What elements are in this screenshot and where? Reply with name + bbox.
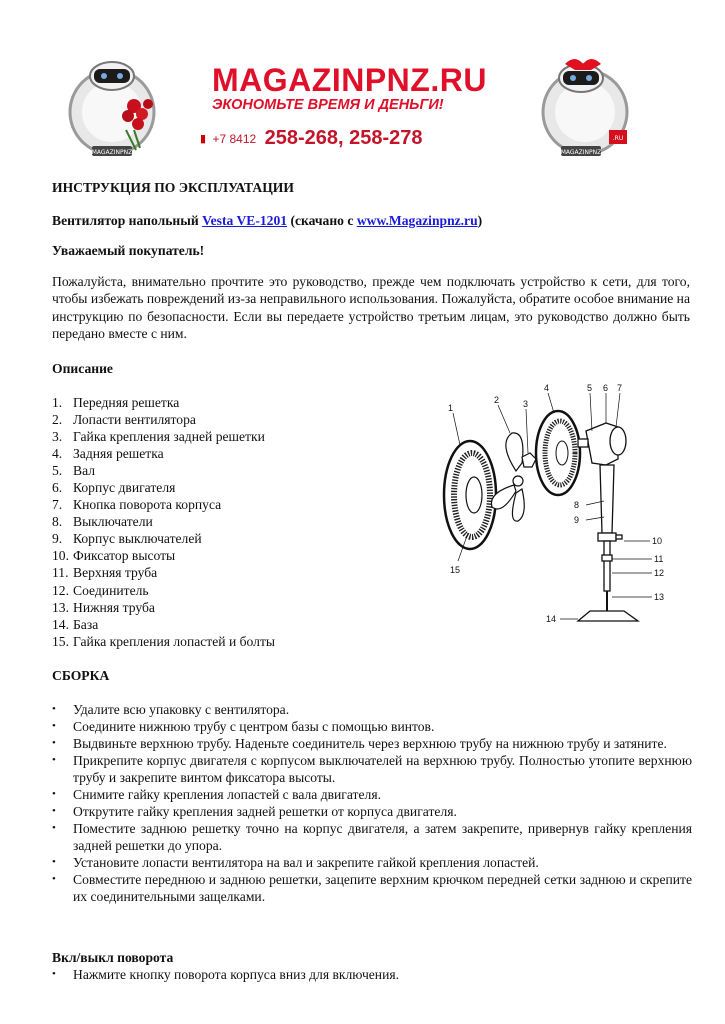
robot-badge-left-text: MAGAZINPNZ [91, 149, 133, 156]
bullet-icon: • [52, 788, 56, 800]
part-number: 12. [52, 582, 69, 598]
bullet-icon: • [52, 856, 56, 868]
part-number: 11. [52, 565, 69, 581]
list-item [52, 445, 412, 462]
part-number: 8. [52, 514, 63, 530]
description-heading: Описание [52, 361, 113, 376]
callout-8: 8 [574, 500, 580, 510]
bullet-icon: • [52, 822, 56, 834]
list-item [52, 582, 412, 599]
list-item [52, 871, 692, 905]
part-label: Кнопка поворота корпуса [73, 497, 222, 513]
list-item [52, 718, 692, 735]
page-header [0, 0, 725, 170]
robot-badge-right-text: MAGAZINPNZ [560, 149, 602, 156]
motor-housing-part [578, 423, 626, 465]
callout-6: 6 [603, 383, 609, 393]
step-text: Выдвиньте верхнюю трубу. Наденьте соединитель через верхнюю трубу на нижнюю трубу и затяните. [73, 736, 667, 751]
list-item [52, 786, 692, 803]
part-number: 3. [52, 429, 63, 445]
rear-grille-nut-part [522, 453, 536, 467]
list-item [52, 428, 412, 445]
part-number: 9. [52, 531, 63, 547]
part-label: Задняя решетка [73, 446, 164, 462]
callout-14: 14 [546, 614, 557, 624]
brand-logo[interactable]: MAGAZINPNZ.RU [212, 62, 487, 98]
bullet-icon: • [52, 737, 56, 749]
step-text: Удалите всю упаковку с вентилятора. [73, 702, 290, 717]
part-label: Выключатели [73, 514, 153, 530]
list-item [52, 966, 692, 983]
subtitle-prefix: Вентилятор напольный [52, 213, 203, 228]
part-number: 2. [52, 412, 63, 428]
phone-line [200, 127, 500, 153]
assembly-steps [52, 701, 692, 905]
list-item [52, 752, 692, 786]
rear-grille-part [536, 411, 580, 495]
callout-15: 15 [450, 565, 461, 575]
rotation-steps [52, 966, 692, 983]
list-item [52, 462, 412, 479]
list-item [52, 633, 412, 650]
phone-numbers[interactable]: 258-268, 258-278 [264, 127, 423, 149]
bullet-icon: • [52, 754, 56, 766]
callout-1: 1 [448, 403, 454, 413]
list-item [52, 496, 412, 513]
list-item [52, 394, 412, 411]
callout-9: 9 [574, 515, 580, 525]
parts-list [52, 394, 412, 650]
part-label: Соединитель [73, 582, 149, 598]
part-number: 13. [52, 599, 69, 615]
part-number: 4. [52, 446, 63, 462]
step-text: Прикрепите корпус двигателя с корпусом выключателей на верхнюю трубу. Полностью утопите верхнюю трубу и закрепите винтом фиксатора высоты. [73, 753, 692, 785]
fan-blades-part [491, 433, 524, 521]
list-item [52, 854, 692, 871]
front-grille-part [444, 441, 496, 549]
callout-11: 11 [654, 554, 664, 564]
part-number: 6. [52, 480, 63, 496]
step-text: Соедините нижнюю трубу с центром базы с помощью винтов. [73, 719, 435, 734]
product-link[interactable]: Vesta VE-1201 [202, 213, 288, 228]
part-number: 15. [52, 633, 69, 649]
fan-exploded-diagram [428, 383, 696, 631]
part-label: База [73, 616, 99, 632]
bullet-icon: • [52, 873, 56, 885]
part-label: Корпус двигателя [73, 480, 176, 496]
part-number: 14. [52, 616, 69, 632]
document-subtitle [52, 212, 482, 229]
list-item [52, 530, 412, 547]
robot-tag-right-text: .RU [612, 135, 624, 142]
intro-paragraph: Пожалуйста, внимательно прочтите это руководство, прежде чем подключать устройство к сети, для того, чтобы избежать повреждений из-за неправильного использования. Пожалуйста, обратите особое внимание на инструкцию по безопасности. Если вы передаете устройство третьим лицам, это руководство должно быть передано вместе с ним. [52, 274, 690, 341]
bullet-icon: • [52, 703, 56, 715]
bullet-icon: • [52, 805, 56, 817]
callout-10: 10 [652, 536, 663, 546]
callout-4: 4 [544, 383, 550, 393]
step-text: Установите лопасти вентилятора на вал и закрепите гайкой крепления лопастей. [73, 855, 539, 870]
list-item [52, 513, 412, 530]
callout-7: 7 [617, 383, 623, 393]
phone-code: +7 8412 [212, 131, 257, 146]
part-number: 1. [52, 395, 63, 410]
part-label: Передняя решетка [73, 395, 180, 410]
site-link[interactable]: www.Magazinpnz.ru [356, 213, 478, 228]
list-item [52, 547, 412, 564]
part-label: Верхняя труба [73, 565, 158, 581]
list-item [52, 479, 412, 496]
step-text: Снимите гайку крепления лопастей с вала двигателя. [73, 787, 381, 802]
part-label: Лопасти вентилятора [73, 412, 196, 428]
bullet-icon: • [52, 720, 56, 732]
callout-13: 13 [654, 592, 665, 602]
step-text: Открутите гайку крепления задней решетки от корпуса двигателя. [73, 804, 457, 819]
callout-12: 12 [654, 568, 665, 578]
greeting: Уважаемый покупатель! [52, 243, 205, 258]
subtitle-suffix: ) [477, 213, 483, 228]
list-item [52, 701, 692, 718]
subtitle-mid: (скачано с [287, 213, 357, 228]
list-item [52, 820, 692, 854]
part-number: 5. [52, 463, 63, 479]
stand-part [578, 465, 638, 621]
list-item [52, 564, 412, 581]
part-label: Нижняя труба [73, 599, 155, 615]
step-text: Нажмите кнопку поворота корпуса вниз для включения. [73, 967, 400, 982]
robot-mascot-right-icon [535, 52, 635, 162]
list-item [52, 411, 412, 428]
list-item [52, 599, 412, 616]
callout-2: 2 [494, 395, 500, 405]
part-label: Гайка крепления задней решетки [73, 429, 265, 445]
list-item [52, 803, 692, 820]
part-label: Фиксатор высоты [73, 548, 176, 564]
part-number: 7. [52, 497, 63, 513]
robot-mascot-left-icon [62, 52, 162, 162]
callout-5: 5 [587, 383, 593, 393]
step-text: Совместите переднюю и заднюю решетки, зацепите верхним крючком передней сетки заднюю и скрепите их соединительными защелками. [73, 872, 692, 904]
bullet-icon: • [52, 968, 56, 980]
assembly-heading: СБОРКА [52, 668, 110, 683]
callout-3: 3 [523, 399, 529, 409]
part-number: 10. [52, 548, 69, 564]
step-text: Поместите заднюю решетку точно на корпус двигателя, а затем закрепите, привернув гайку крепления задней решетки до упора. [73, 821, 692, 853]
phone-icon: ▮ [200, 133, 207, 145]
part-label: Гайка крепления лопастей и болты [73, 633, 276, 649]
brand-slogan: ЭКОНОМЬТЕ ВРЕМЯ И ДЕНЬГИ! [212, 97, 444, 113]
list-item [52, 735, 692, 752]
document-title: ИНСТРУКЦИЯ ПО ЭКСПЛУАТАЦИИ [52, 180, 294, 195]
part-label: Корпус выключателей [73, 531, 202, 547]
list-item [52, 616, 412, 633]
rotation-heading: Вкл/выкл поворота [52, 950, 174, 965]
part-label: Вал [73, 463, 96, 479]
